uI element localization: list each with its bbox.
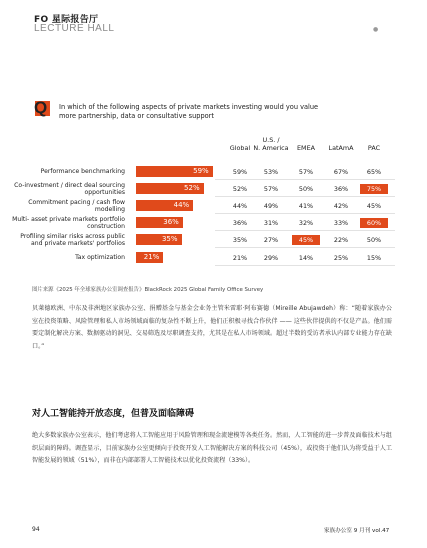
- row-divider: [215, 265, 395, 266]
- body-paragraph-2: 绝大多数家族办公室表示，他们考虑将人工智能应用于风险管理和现金流建模等各类任务。然而，人工智能的进一步普及面临技术与组织层面的障碍。调查显示，目前家族办公室更倾向于投资开发人工智能解决方案的科技公司（45%），或投资于他们认为将受益于人工智能发展的领域（51%），而非在内部部署人工智能技术以优化投资流程（33%）。: [32, 432, 392, 464]
- table-cell-north-america: 27%: [263, 236, 279, 244]
- global-bar: [136, 200, 193, 211]
- table-cell-pac: 75%: [360, 184, 388, 194]
- bar-value-label: 36%: [163, 218, 179, 226]
- table-cell-emea: 45%: [292, 235, 320, 245]
- question-letter: Q: [34, 98, 48, 117]
- table-cell-global: 52%: [232, 185, 248, 193]
- table-cell-emea: 50%: [298, 185, 314, 193]
- magazine-issue: 家族办公室 9 月刊 vol.47: [324, 528, 390, 534]
- bar-value-label: 44%: [173, 201, 190, 209]
- header-dot-icon: ●: [373, 26, 379, 33]
- page-number: 94: [32, 526, 40, 533]
- bar-value-label: 59%: [193, 167, 209, 175]
- table-cell-latam: 22%: [333, 236, 349, 244]
- table-cell-pac: 60%: [360, 218, 388, 228]
- image-source: 图片来源《2025 年全球家族办公室调查报告》BlackRock 2025 Global Family Office Survey: [32, 287, 264, 293]
- table-cell-emea: 57%: [298, 168, 314, 176]
- column-subtitle: LECTURE HALL: [34, 23, 115, 34]
- global-bar: [136, 217, 183, 228]
- global-bar: [136, 166, 213, 177]
- row-divider: [215, 196, 395, 197]
- table-cell-latam: 42%: [333, 202, 349, 210]
- table-cell-global: 44%: [232, 202, 248, 210]
- row-label: Commitment pacing / cash flow modelling: [28, 198, 125, 213]
- row-label: Tax optimization: [75, 254, 125, 262]
- table-cell-pac: 45%: [366, 202, 382, 210]
- table-cell-latam: 36%: [333, 185, 349, 193]
- table-cell-global: 36%: [232, 219, 248, 227]
- bar-value-label: 52%: [184, 184, 200, 192]
- table-cell-north-america: 49%: [263, 202, 279, 210]
- column-header-pac: PAC: [367, 144, 381, 152]
- column-header-latam: LatAmA: [328, 144, 354, 152]
- table-cell-global: 21%: [232, 254, 248, 262]
- column-title: FO 星际报告厅: [34, 15, 99, 25]
- table-cell-latam: 33%: [333, 219, 349, 227]
- row-divider: [215, 213, 395, 214]
- table-cell-north-america: 29%: [263, 254, 279, 262]
- table-cell-emea: 41%: [298, 202, 314, 210]
- table-cell-pac: 50%: [366, 236, 382, 244]
- table-cell-emea: 14%: [298, 254, 314, 262]
- table-cell-pac: 65%: [366, 168, 382, 176]
- table-cell-pac: 15%: [366, 254, 382, 262]
- table-cell-north-america: 53%: [263, 168, 279, 176]
- table-cell-global: 35%: [232, 236, 248, 244]
- column-header-north-america: U.S. / N. America: [253, 136, 289, 152]
- row-label: Performance benchmarking: [40, 168, 125, 176]
- row-label: Profiling similar risks across public and private markets' portfolios: [20, 232, 125, 247]
- row-label: Co-investment / direct deal sourcing opportunities: [14, 181, 125, 196]
- section-heading: 对人工智能持开放态度，但普及面临障碍: [32, 409, 195, 419]
- row-divider: [215, 247, 395, 248]
- table-cell-north-america: 31%: [263, 219, 279, 227]
- table-cell-global: 59%: [232, 168, 248, 176]
- column-header-emea: EMEA: [297, 144, 315, 152]
- global-bar: [136, 234, 182, 245]
- table-cell-latam: 67%: [333, 168, 349, 176]
- body-paragraph-1: 贝莱德欧洲、中东及非洲地区家族办公室、捐赠基金与基金会业务主管米雷耶·阿布赛德（Mireille Abujawdeh）称：“随着家族办公室在投资策略、风险管理和私人市场领域面临的复杂性不断上升，他们正积极寻找合作伙伴 —— 这些伙伴提供的不仅是产品。他们需要定制化解决方案、数据驱动的洞见、交易筛选及尽职调查支持，尤其是在私人市场领域。超过半数的受访者承认内部专业能力存在缺口。”: [32, 305, 392, 350]
- table-cell-north-america: 57%: [263, 185, 279, 193]
- row-label: Multi- asset private markets portfolio construction: [12, 215, 125, 230]
- question-text: In which of the following aspects of private markets investing would you value more partnership, data or consultative support: [59, 103, 319, 120]
- row-divider: [215, 230, 395, 231]
- table-cell-emea: 32%: [298, 219, 314, 227]
- bar-value-label: 21%: [143, 253, 160, 261]
- global-bar: [136, 183, 204, 194]
- global-bar: [136, 252, 163, 263]
- column-header-global: Global: [229, 144, 251, 152]
- row-divider: [215, 179, 395, 180]
- bar-value-label: 35%: [161, 235, 178, 243]
- table-cell-latam: 25%: [333, 254, 349, 262]
